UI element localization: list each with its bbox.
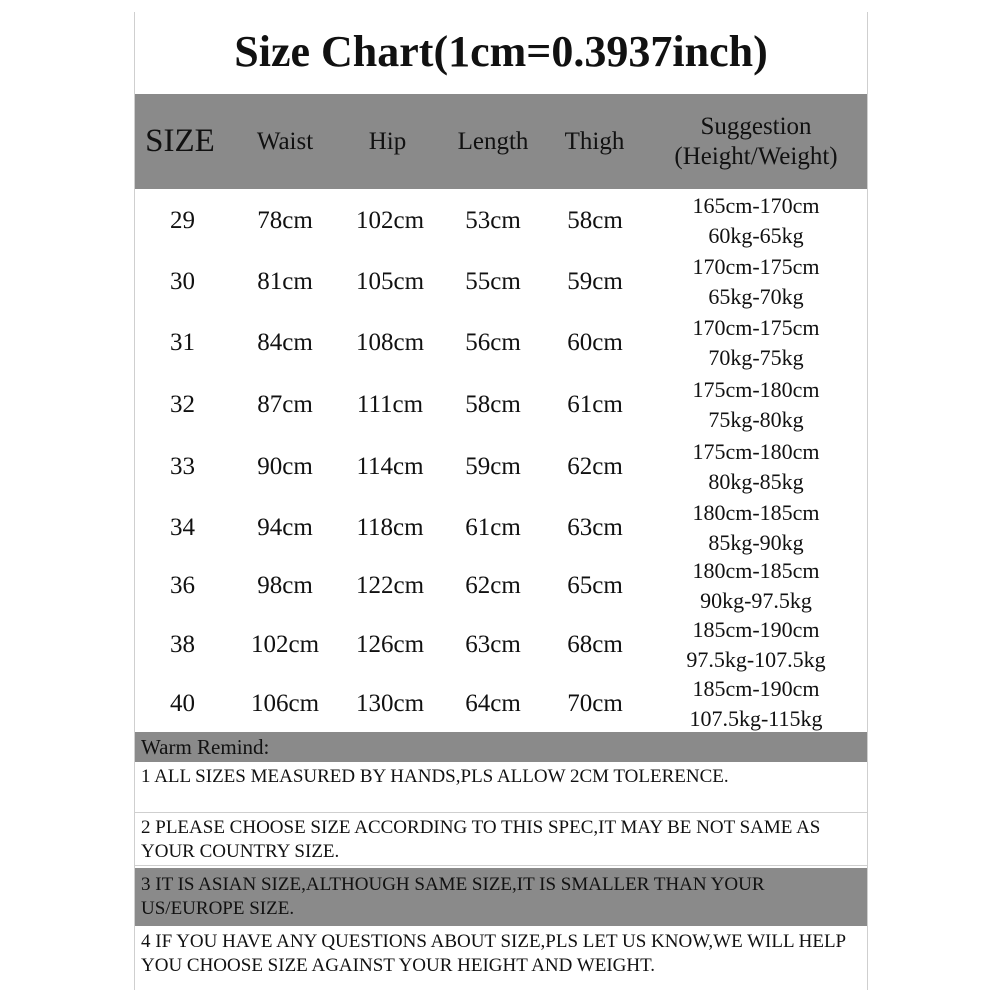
cell-waist: 87cm xyxy=(257,391,313,418)
table-row xyxy=(135,251,867,313)
cell-height: 180cm-185cm xyxy=(692,500,820,525)
cell-suggestion xyxy=(645,555,867,617)
cell-suggestion xyxy=(645,436,867,498)
remind-note: 4 IF YOU HAVE ANY QUESTIONS ABOUT SIZE,PLS LET US KNOW,WE WILL HELP YOU CHOOSE SIZE AGAINST YOUR HEIGHT AND WEIGHT. xyxy=(141,931,846,976)
cell-thigh: 70cm xyxy=(567,690,623,717)
cell-thigh: 63cm xyxy=(567,514,623,541)
cell-length: 59cm xyxy=(465,453,521,480)
cell-thigh: 58cm xyxy=(567,207,623,234)
cell-weight: 85kg-90kg xyxy=(708,530,804,555)
cell-height: 165cm-170cm xyxy=(692,193,820,218)
table-row xyxy=(135,436,867,498)
cell-weight: 65kg-70kg xyxy=(708,284,804,309)
table-row xyxy=(135,673,867,735)
cell-hip: 118cm xyxy=(356,514,424,541)
cell-length: 55cm xyxy=(465,268,521,295)
cell-waist: 81cm xyxy=(257,268,313,295)
cell-size: 34 xyxy=(170,514,195,541)
cell-hip: 126cm xyxy=(355,631,425,658)
cell-hip: 130cm xyxy=(355,690,425,717)
cell-waist: 90cm xyxy=(257,453,313,480)
cell-size: 32 xyxy=(170,391,195,418)
cell-length: 56cm xyxy=(465,329,521,356)
cell-length: 62cm xyxy=(465,572,521,599)
cell-hip: 108cm xyxy=(355,329,425,356)
cell-weight: 60kg-65kg xyxy=(708,223,804,248)
cell-thigh: 61cm xyxy=(567,391,623,418)
warm-remind-heading: Warm Remind: xyxy=(135,732,867,762)
cell-length: 53cm xyxy=(465,207,521,234)
cell-size: 40 xyxy=(170,690,195,717)
cell-hip: 114cm xyxy=(356,453,424,480)
cell-waist: 84cm xyxy=(257,329,313,356)
remind-note: 3 IT IS ASIAN SIZE,ALTHOUGH SAME SIZE,IT IS SMALLER THAN YOUR US/EUROPE SIZE. xyxy=(135,868,867,926)
cell-thigh: 60cm xyxy=(567,329,623,356)
cell-suggestion xyxy=(645,673,867,735)
cell-height: 175cm-180cm xyxy=(692,377,820,402)
remind-note: 1 ALL SIZES MEASURED BY HANDS,PLS ALLOW 2CM TOLERENCE. xyxy=(135,763,867,813)
header-thigh: Thigh xyxy=(564,127,625,155)
cell-length: 61cm xyxy=(465,514,521,541)
size-chart-sheet xyxy=(134,12,868,990)
cell-weight: 107.5kg-115kg xyxy=(689,706,823,731)
cell-waist: 98cm xyxy=(257,572,313,599)
header-suggestion-line2: (Height/Weight) xyxy=(674,142,838,170)
cell-suggestion xyxy=(645,374,867,436)
cell-thigh: 68cm xyxy=(567,631,623,658)
cell-waist: 102cm xyxy=(250,631,320,658)
cell-thigh: 62cm xyxy=(567,453,623,480)
cell-hip: 122cm xyxy=(355,572,425,599)
cell-weight: 70kg-75kg xyxy=(708,345,804,370)
remind-note: 2 PLEASE CHOOSE SIZE ACCORDING TO THIS SPEC,IT MAY BE NOT SAME AS YOUR COUNTRY SIZE. xyxy=(135,814,867,866)
cell-height: 185cm-190cm xyxy=(692,617,820,642)
cell-height: 185cm-190cm xyxy=(692,676,820,701)
cell-size: 36 xyxy=(170,572,195,599)
table-row xyxy=(135,497,867,559)
page-title: Size Chart(1cm=0.3937inch) xyxy=(234,27,768,76)
cell-weight: 75kg-80kg xyxy=(708,407,804,432)
cell-thigh: 59cm xyxy=(567,268,623,295)
cell-suggestion xyxy=(645,614,867,676)
cell-length: 63cm xyxy=(465,631,521,658)
table-row xyxy=(135,555,867,617)
table-row xyxy=(135,614,867,676)
cell-weight: 80kg-85kg xyxy=(708,469,804,494)
cell-suggestion xyxy=(645,497,867,559)
cell-thigh: 65cm xyxy=(567,572,623,599)
cell-hip: 102cm xyxy=(355,207,425,234)
header-suggestion-line1: Suggestion xyxy=(700,112,812,140)
cell-waist: 78cm xyxy=(257,207,313,234)
cell-height: 170cm-175cm xyxy=(692,315,820,340)
header-hip: Hip xyxy=(368,127,407,155)
header-suggestion xyxy=(645,94,867,189)
header-length: Length xyxy=(457,127,529,155)
cell-waist: 106cm xyxy=(250,690,320,717)
header-size: SIZE xyxy=(145,123,215,159)
cell-length: 64cm xyxy=(465,690,521,717)
table-header xyxy=(135,94,867,189)
table-row xyxy=(135,190,867,252)
cell-size: 30 xyxy=(170,268,195,295)
cell-height: 170cm-175cm xyxy=(692,254,820,279)
cell-size: 31 xyxy=(170,329,195,356)
cell-size: 29 xyxy=(170,207,195,234)
table-row xyxy=(135,312,867,374)
cell-suggestion xyxy=(645,251,867,313)
header-waist: Waist xyxy=(256,127,314,155)
cell-waist: 94cm xyxy=(257,514,313,541)
cell-height: 180cm-185cm xyxy=(692,558,820,583)
cell-hip: 111cm xyxy=(356,391,424,418)
cell-length: 58cm xyxy=(465,391,521,418)
cell-weight: 90kg-97.5kg xyxy=(700,588,812,613)
table-row xyxy=(135,374,867,436)
cell-weight: 97.5kg-107.5kg xyxy=(686,647,826,672)
cell-hip: 105cm xyxy=(355,268,425,295)
cell-height: 175cm-180cm xyxy=(692,439,820,464)
cell-suggestion xyxy=(645,312,867,374)
cell-suggestion xyxy=(645,190,867,252)
cell-size: 38 xyxy=(170,631,195,658)
cell-size: 33 xyxy=(170,453,195,480)
